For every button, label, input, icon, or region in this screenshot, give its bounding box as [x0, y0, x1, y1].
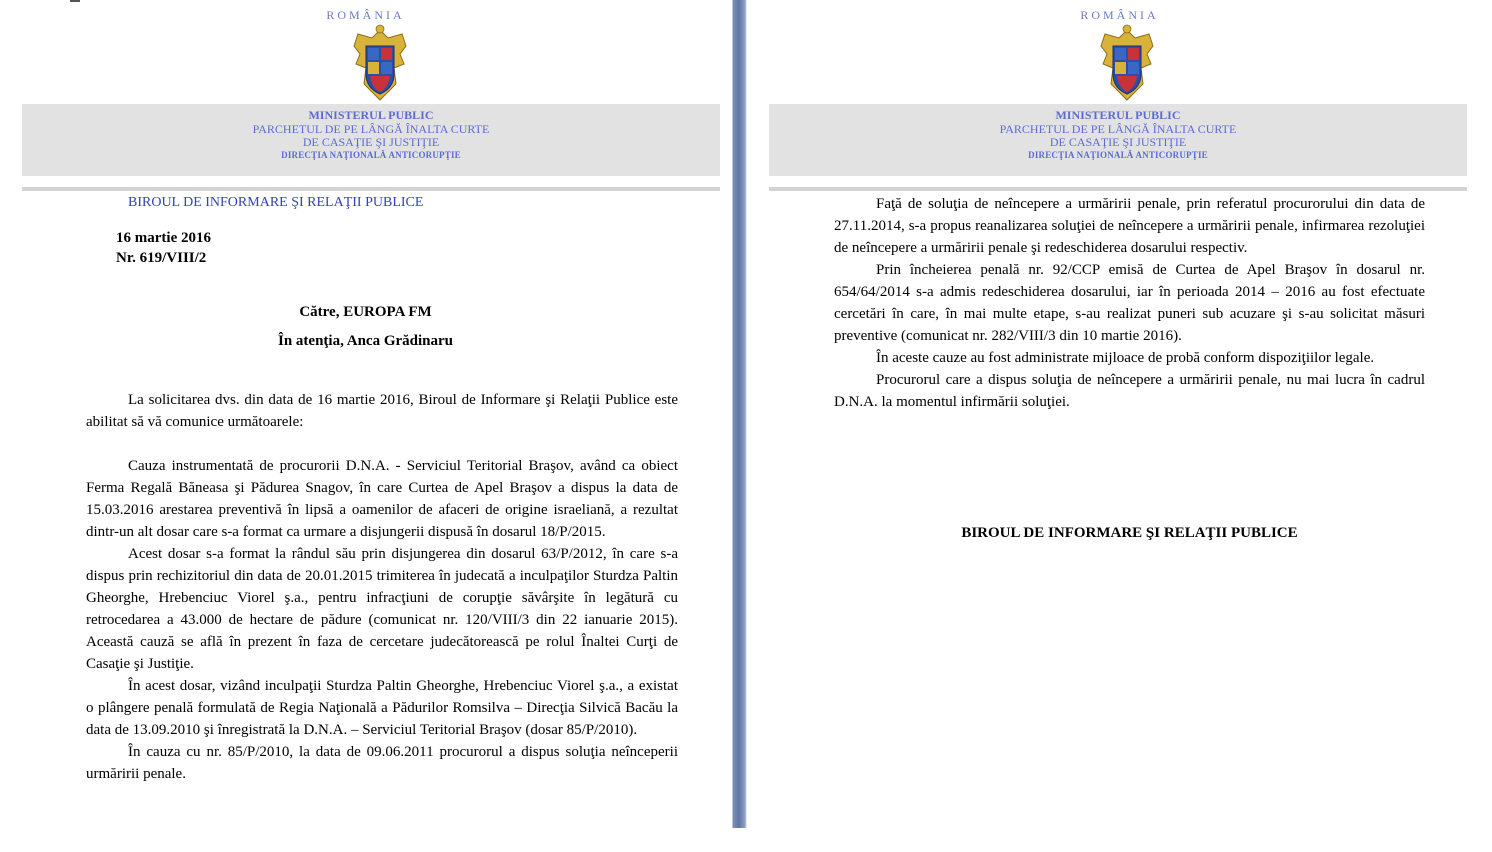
org-line-4: DIRECŢIA NAŢIONALĂ ANTICORUPŢIE [281, 150, 461, 160]
paragraph: Cauza instrumentată de procurorii D.N.A. - Serviciul Teritorial Braşov, având ca obiect Ferma Regală Băneasa şi Pădurea Snagov, în care Curtea de Apel Braşov a dispus la data de 15.03.2016 arestarea preventivă în lipsă a oamenilor de afaceri de origine israeliană, a rezultat dintr-un alt dosar care s-a format ca urmare a disjungerii dispusă în dosarul 18/P/2015. [86, 458, 678, 540]
document-date: 16 martie 2016 [116, 230, 211, 246]
left-body-text [86, 455, 678, 785]
document-number: Nr. 619/VIII/2 [116, 250, 207, 266]
page-separator [731, 0, 747, 828]
intro-paragraph [86, 389, 678, 433]
paragraph: Faţă de soluţia de neîncepere a urmăririi penale, prin referatul procurorului din data de 27.11.2014, s-a propus reanalizarea soluţiei de neîncepere a urmăririi penale, infirmarea rezoluţiei de neîncepere a urmăririi penale şi redeschiderea dosarului respectiv. [834, 196, 1425, 256]
institution-header [22, 104, 720, 176]
coat-of-arms-icon [350, 24, 410, 102]
right-body-text [834, 193, 1425, 413]
org-line-3: DE CASAŢIE ŞI JUSTIŢIE [302, 135, 440, 149]
paragraph: Procurorul care a dispus soluţia de neîncepere a urmăririi penale, nu mai lucra în cadrul D.N.A. la momentul infirmării soluţiei. [834, 372, 1425, 410]
header-divider [22, 187, 720, 191]
addressee: Către, EUROPA FM [299, 304, 432, 320]
institution-header [769, 104, 1467, 176]
paragraph: Acest dosar s-a format la rândul său prin disjungerea din dosarul 63/P/2012, în care s-a dispus prin rechizitoriul din data de 20.01.2015 trimiterea în judecată a inculpaţilor Sturdza Paltin Gheorghe, Hrebenciuc Viorel ş.a., pentru infracţiuni de corupţie săvârşite în legătură cu retrocedarea a 43.000 de hectare de pădure (comunicat nr. 120/VIII/3 din 22 ianuarie 2015). Această cauză se află în prezent în faza de cercetare judecătorească pe rolul Înaltei Curţi de Casaţie şi Justiţie. [86, 546, 678, 672]
country-label: ROMÂNIA [1080, 8, 1159, 22]
org-line-1: MINISTERUL PUBLIC [308, 108, 434, 122]
document-page-right [747, 0, 1492, 852]
org-line-2: PARCHETUL DE PE LÂNGĂ ÎNALTA CURTE [252, 122, 490, 136]
paragraph: Prin încheierea penală nr. 92/CCP emisă de Curtea de Apel Braşov în dosarul nr. 654/64/2014 s-a admis redeschiderea dosarului, iar în perioada 2014 – 2016 au fost efectuate cercetări în care, în mai multe etape, s-au realizat puneri sub acuzare şi s-au solicitat măsuri preventive (comunicat nr. 282/VIII/3 din 10 martie 2016). [834, 262, 1425, 344]
ruler-mark [70, 0, 80, 2]
org-line-4: DIRECŢIA NAŢIONALĂ ANTICORUPŢIE [1028, 150, 1208, 160]
org-line-1: MINISTERUL PUBLIC [1055, 108, 1181, 122]
bureau-name: BIROUL DE INFORMARE ŞI RELAŢII PUBLICE [128, 195, 424, 210]
paragraph: În cauza cu nr. 85/P/2010, la data de 09.06.2011 procurorul a dispus soluţia neînceperii urmăririi penale. [86, 744, 678, 782]
paragraph: În acest dosar, vizând inculpaţii Sturdza Paltin Gheorghe, Hrebenciuc Viorel ş.a., a existat o plângere penală formulată de Regia Naţională a Pădurilor Romsilva – Direcţia Silvică Bacău la data de 13.09.2010 şi înregistrată la D.N.A. – Serviciul Teritorial Braşov (dosar 85/P/2010). [86, 678, 678, 738]
org-line-2: PARCHETUL DE PE LÂNGĂ ÎNALTA CURTE [999, 122, 1237, 136]
paragraph: La solicitarea dvs. din data de 16 martie 2016, Biroul de Informare şi Relaţii Publice este abilitat să vă comunice următoarele: [86, 392, 678, 430]
document-page-left [0, 0, 731, 852]
country-label: ROMÂNIA [326, 8, 405, 22]
document-meta [116, 228, 211, 268]
header-divider [769, 187, 1467, 191]
coat-of-arms-icon [1097, 24, 1157, 102]
signature-block: BIROUL DE INFORMARE ŞI RELAŢII PUBLICE [961, 525, 1298, 541]
paragraph: În aceste cauze au fost administrate mijloace de probă conform dispoziţiilor legale. [876, 350, 1375, 366]
org-line-3: DE CASAŢIE ŞI JUSTIŢIE [1049, 135, 1187, 149]
attention-line: În atenţia, Anca Grădinaru [277, 333, 454, 349]
